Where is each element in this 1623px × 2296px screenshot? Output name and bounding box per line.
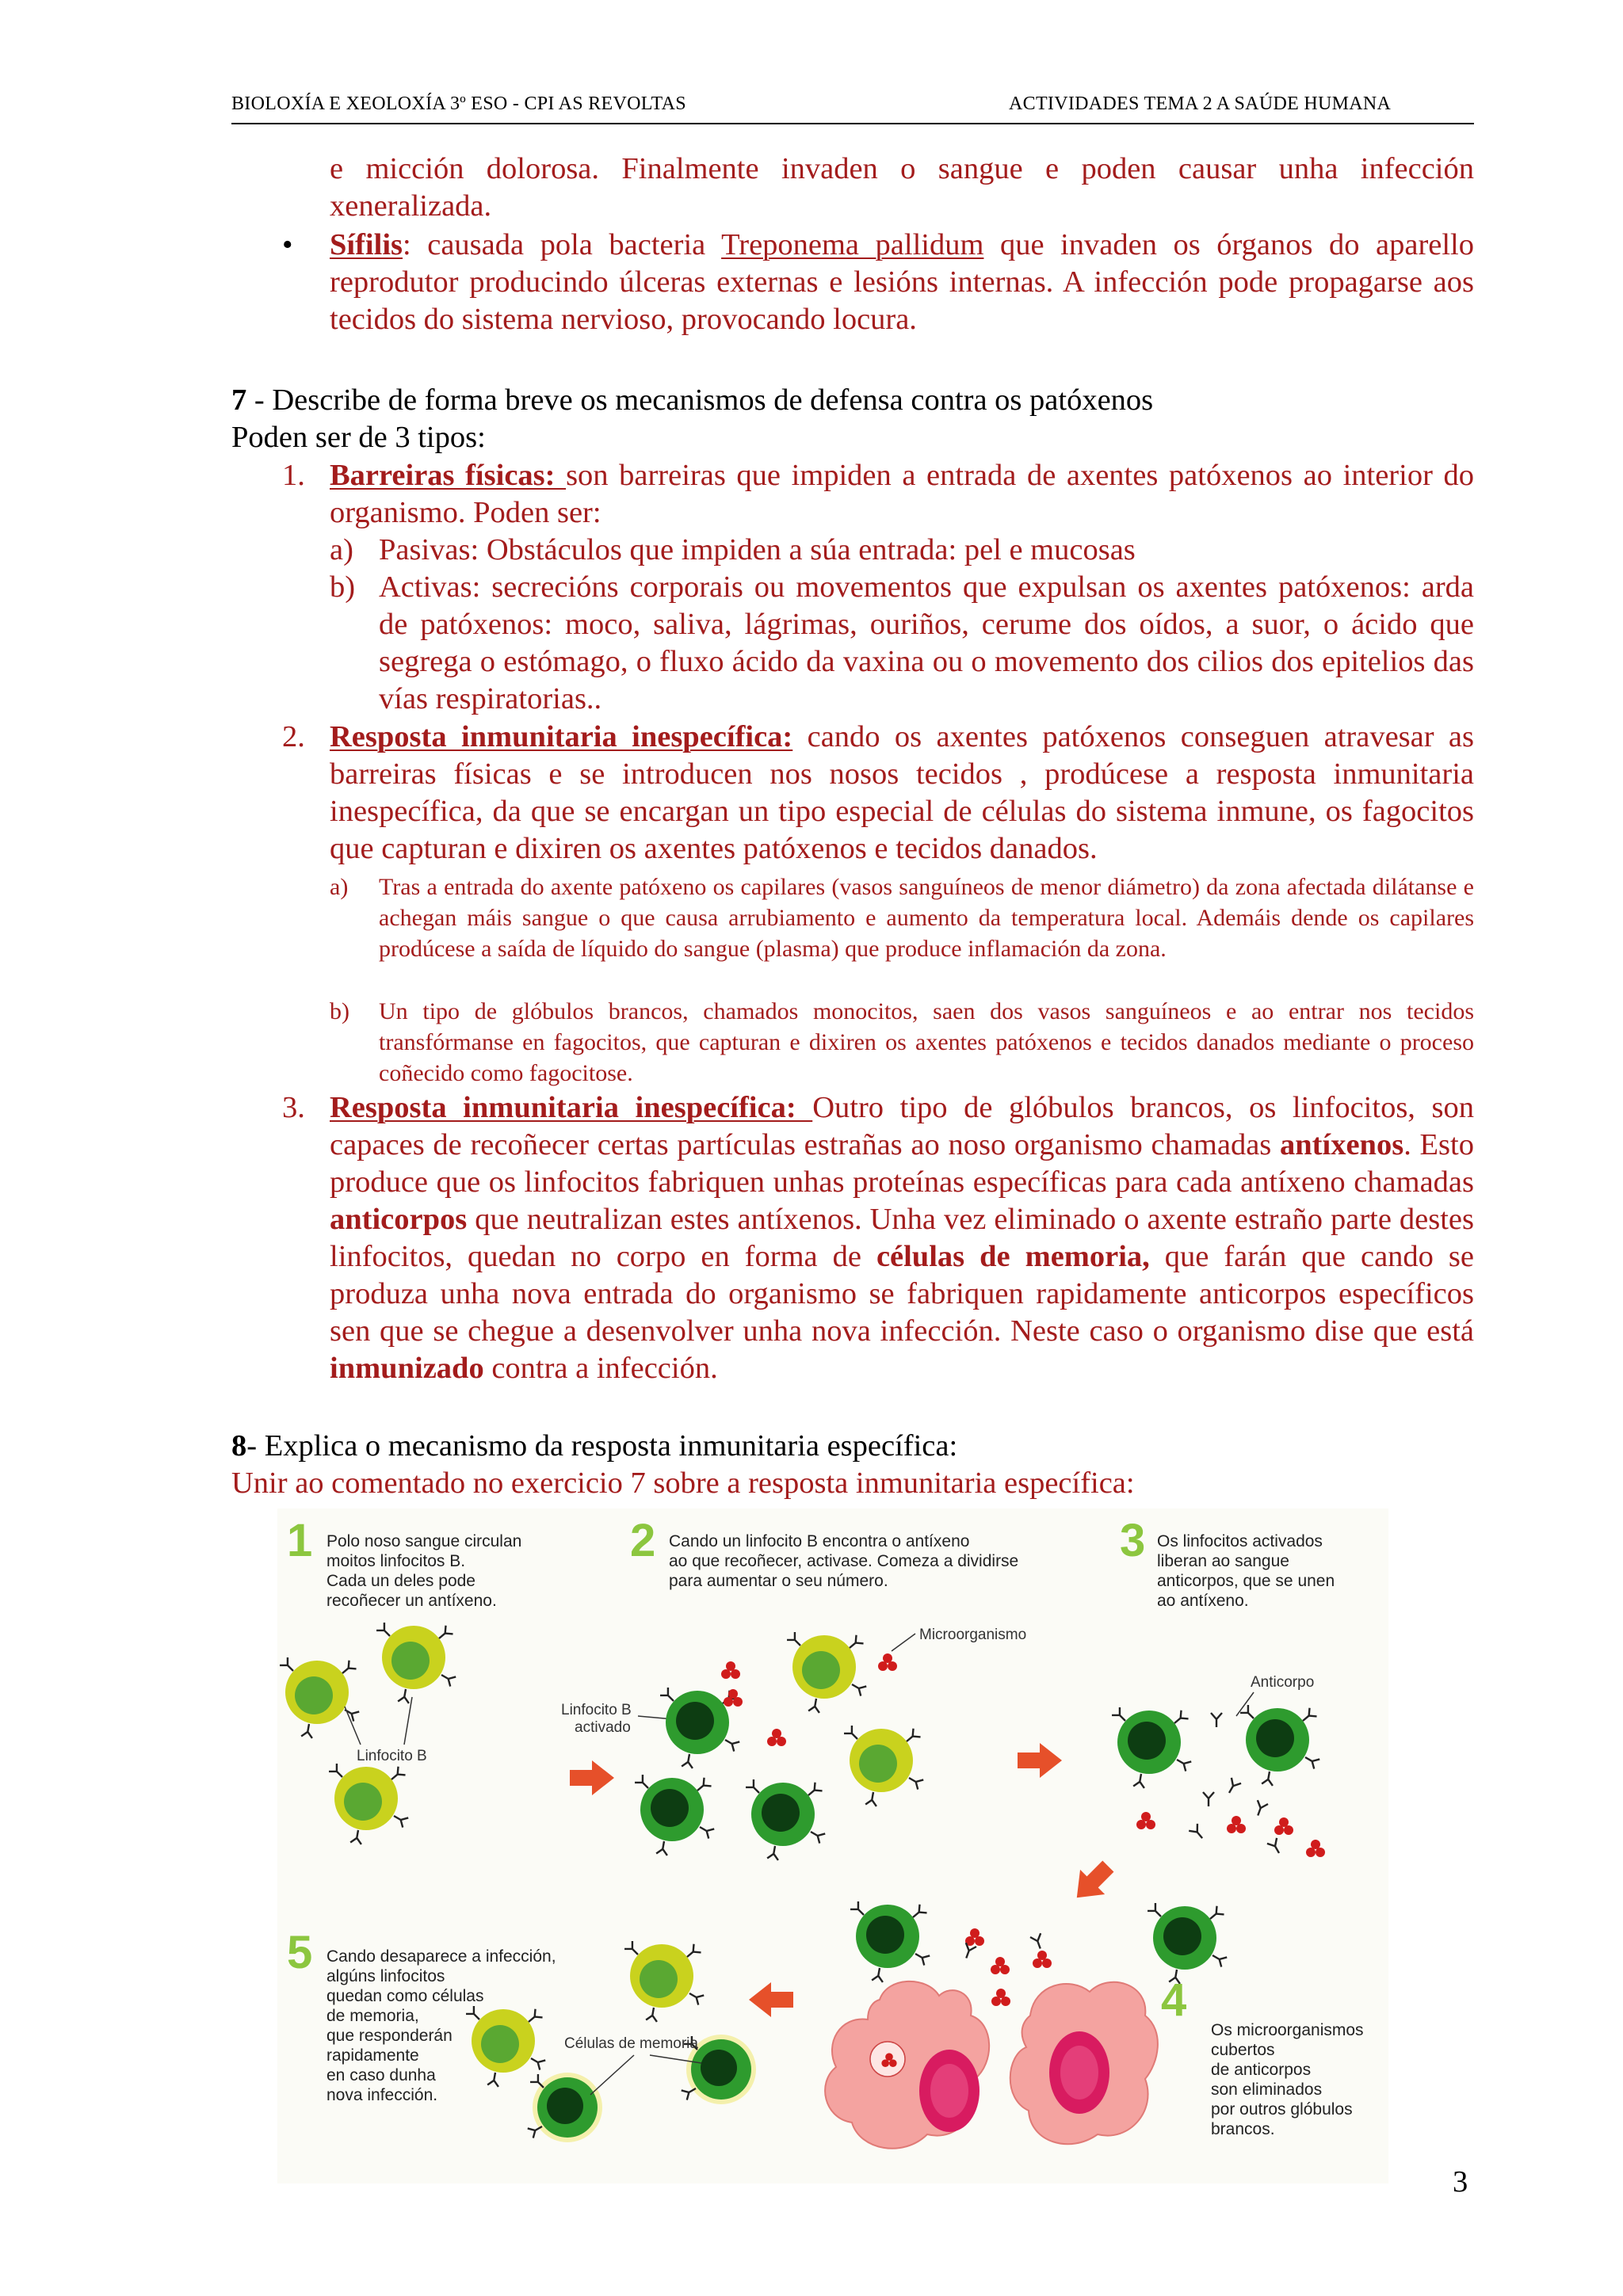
activated-lymphocyte [850, 1901, 930, 1982]
step-4-caption [1211, 2021, 1364, 2138]
free-antibody [1211, 1713, 1222, 1727]
item-3-part4: que farán que cando se produza unha nova entrada do organismo se fabriquen rapidamente anticorpos específicos sen que se chegue a desenvolver unha nova infección. Neste caso o organismo dise que está [330, 1240, 1474, 1348]
step-2-line: para aumentar o seu número. [669, 1572, 888, 1590]
step-2-line: ao que recoñecer, activase. Comeza a dividirse [669, 1552, 1019, 1570]
item-1-text [330, 457, 1474, 532]
item-2a-letter: a) [330, 874, 349, 900]
header-right: ACTIVIDADES TEMA 2 A SAÚDE HUMANA [1009, 93, 1392, 114]
step-3-line: Os linfocitos activados [1157, 1532, 1323, 1550]
antigen-bound [991, 1957, 1010, 1974]
lymphocyte-b [280, 1657, 359, 1738]
label-antibody: Anticorpo [1251, 1674, 1315, 1691]
step-4-line: de anticorpos [1211, 2061, 1312, 2079]
immune-response-figure [277, 1508, 1388, 2183]
item-3-number: 3. [282, 1091, 305, 1124]
sifilis-paragraph [330, 227, 1474, 338]
sifilis-text1: : causada pola bacteria [403, 228, 722, 261]
item-1-body: son barreiras que impiden a entrada de axentes patóxenos ao interior do organismo. Poden ser: [330, 459, 1474, 529]
figure-svg [277, 1508, 1388, 2183]
antigen-bound [1033, 1951, 1052, 1968]
label-linfocito-b: Linfocito B [357, 1748, 427, 1764]
step-5-line: Cando desaparece a infección, [327, 1947, 556, 1966]
free-antibody [1267, 1838, 1284, 1856]
step-2-caption [669, 1532, 1018, 1590]
label-pointer [590, 2055, 701, 2095]
antigen-bound [965, 1928, 984, 1946]
step-2-number: 2 [630, 1515, 656, 1566]
sifilis-term: Sífilis [330, 228, 403, 261]
question-8-answer: Unir ao comentado no exercicio 7 sobre a resposta inmunitaria específica: [231, 1466, 1135, 1500]
antigen-bound [1306, 1840, 1325, 1857]
item-1-title: Barreiras físicas: [330, 459, 567, 492]
activated-lymphocyte [746, 1779, 825, 1860]
free-antibody [1203, 1792, 1214, 1806]
item-2b-text: Un tipo de glóbulos brancos, chamados monocitos, saen dos vasos sanguíneos e ao entrar nos tecidos transfórmanse en fagocitos, que capturan e dixiren os axentes patóxenos e tecidos danados mediante o proceso coñecido como fagocitose. [379, 998, 1474, 1086]
item-2a-text: Tras a entrada do axente patóxeno os capilares (vasos sanguíneos de menor diámetro) da zona afectada dilátanse e achegan máis sangue o que causa arrubiamento e aumento da temperatura local. Ademáis dende os capilares prodúcese a saída de líquido do sangue (plasma) que produce inflamación da zona. [379, 874, 1474, 962]
arrow-step-4-to-5 [749, 1982, 793, 2017]
phagocyte-nucleus-highlight [1060, 2046, 1098, 2100]
term-anticorpos: anticorpos [330, 1203, 468, 1236]
step-4-line: Os microorganismos [1211, 2021, 1364, 2039]
step-4-line: brancos. [1211, 2120, 1275, 2138]
header-left: BIOLOXÍA E XEOLOXÍA 3º ESO - CPI AS REVOLTAS [231, 93, 686, 114]
step-3-line: liberan ao sangue [1157, 1552, 1289, 1570]
step-5-line: nova infección. [327, 2086, 438, 2104]
label-activated [561, 1702, 632, 1736]
term-antixenos: antíxenos [1280, 1128, 1404, 1161]
item-3-part2: . Esto produce que os linfocitos fabriquen unhas proteínas específicas para cada antíxeno chamadas [330, 1128, 1474, 1199]
item-3-title: Resposta inmunitaria inespecífica: [330, 1091, 813, 1124]
item-1a-letter: a) [330, 533, 353, 566]
antigen-bound [1227, 1816, 1246, 1833]
antigen [724, 1689, 743, 1707]
step-3-line: ao antíxeno. [1157, 1592, 1249, 1610]
label-pointer [345, 1697, 412, 1745]
activated-lymphocyte [1112, 1707, 1191, 1788]
term-inmunizado: inmunizado [330, 1352, 484, 1385]
item-2b-letter: b) [330, 998, 349, 1024]
lymphocyte-b [624, 1941, 704, 2022]
question-7-intro: Poden ser de 3 tipos: [231, 421, 486, 454]
arrow-step-3-to-4 [1064, 1854, 1121, 1910]
arrow-step-2-to-3 [1018, 1743, 1062, 1778]
free-antibody [1253, 1800, 1268, 1817]
antigen-bound [991, 1989, 1010, 2006]
item-2-title: Resposta inmunitaria inespecífica: [330, 720, 793, 753]
step-2-line: Cando un linfocito B encontra o antíxeno [669, 1532, 970, 1550]
free-antibody [1030, 1933, 1045, 1951]
step-1-number: 1 [287, 1515, 313, 1566]
step-3-number: 3 [1120, 1515, 1146, 1566]
page-number: 3 [1453, 2165, 1468, 2199]
item-1b-letter: b) [330, 570, 356, 604]
step-3-line: anticorpos, que se unen [1157, 1572, 1335, 1590]
memory-cell [528, 2073, 602, 2142]
item-2-body: cando os axentes patóxenos conseguen atravesar as barreiras físicas e se introducen nos nosos tecidos , prodúcese a resposta inmunitaria inespecífica, da que se encargan un tipo especial de células do sistema inmune, os fagocitos que capturan e dixiren os axentes patóxenos e tecidos danados. [330, 720, 1474, 865]
activated-lymphocyte [1240, 1705, 1319, 1786]
question-8-text: - Explica o mecanismo da resposta inmunitaria específica: [246, 1429, 958, 1463]
item-3-part3: que neutralizan estes antíxenos. Unha vez eliminado o axente estraño parte destes linfocitos, quedan no corpo en forma de [330, 1203, 1474, 1273]
phagocyte-nucleus-highlight [930, 2064, 968, 2118]
step-5-line: quedan como células [327, 1987, 484, 2005]
header-divider [231, 123, 1474, 124]
antigen-bound [1274, 1817, 1293, 1835]
step-4-line: son eliminados [1211, 2081, 1323, 2099]
bullet: • [282, 228, 293, 261]
question-7 [231, 382, 1474, 419]
item-2-number: 2. [282, 720, 305, 753]
lymphocyte-b [329, 1764, 408, 1844]
item-3-part5: contra a infección. [483, 1352, 718, 1385]
arrow-step-1-to-2 [570, 1760, 614, 1795]
lymphocyte-b [787, 1632, 866, 1713]
label-memory-cells: Células de memoria [564, 2035, 698, 2052]
bacteria-name: Treponema pallidum [721, 228, 984, 261]
continuation-text: e micción dolorosa. Finalmente invaden o sangue e poden causar unha infección xeneralizada. [330, 152, 1474, 223]
antigen [721, 1661, 740, 1679]
step-1-caption [327, 1532, 521, 1610]
term-celulas-memoria: células de memoria, [876, 1240, 1150, 1273]
step-5-line: de memoria, [327, 2007, 419, 2025]
antigen-bound [1136, 1812, 1155, 1829]
item-1b-text: Activas: secrecións corporais ou movementos que expulsan os axentes patóxenos: arda de patóxenos: moco, saliva, lágrimas, ouriños, cerume dos oídos, a suor, o ácido que segrega o estómago, o fluxo ácido da vaxina ou o movemento dos cilios dos epitelios das vías respiratorias.. [379, 570, 1474, 715]
item-2-text [330, 719, 1474, 868]
step-1-line: Cada un deles pode [327, 1572, 475, 1590]
lymphocyte-b [844, 1726, 923, 1806]
step-5-line: que responderán [327, 2027, 453, 2045]
step-1-line: recoñecer un antíxeno. [327, 1592, 497, 1610]
activated-lymphocyte [1148, 1903, 1227, 1984]
sifilis-text2: que invaden os órganos do aparello reprodutor producindo úlceras externas e lesións internas. A infección pode propagarse aos tecidos do sistema nervioso, provocando locura. [330, 228, 1474, 336]
antigen [767, 1729, 786, 1746]
step-4-line: por outros glóbulos [1211, 2100, 1353, 2119]
step-5-number: 5 [287, 1927, 313, 1978]
step-5-line: en caso dunha [327, 2066, 436, 2084]
antigen [878, 1653, 897, 1671]
free-antibody [1189, 1824, 1206, 1842]
label-microorganism: Microorganismo [919, 1627, 1027, 1643]
lymphocyte-b [376, 1623, 456, 1703]
step-3-caption [1157, 1532, 1335, 1610]
item-1a-text: Pasivas: Obstáculos que impiden a súa entrada: pel e mucosas [379, 533, 1136, 566]
question-7-text: - Describe de forma breve os mecanismos de defensa contra os patóxenos [246, 383, 1154, 417]
question-8-number: 8 [231, 1429, 247, 1463]
item-3-text [330, 1089, 1474, 1387]
label-activated-line: Linfocito B [561, 1702, 632, 1718]
lymphocyte-b [466, 2006, 545, 2087]
item-1-number: 1. [282, 459, 305, 492]
item-3-part1: Outro tipo de glóbulos brancos, os linfocitos, son capaces de recoñecer certas partículas estrañas ao noso organismo chamadas [330, 1091, 1474, 1161]
step-1-line: moitos linfocitos B. [327, 1552, 466, 1570]
label-pointer [892, 1634, 915, 1651]
label-activated-line: activado [575, 1719, 631, 1736]
question-8 [231, 1428, 1474, 1465]
step-4-number: 4 [1161, 1974, 1187, 2026]
step-4-line: cubertos [1211, 2041, 1275, 2059]
step-5-line: algúns linfocitos [327, 1967, 445, 1985]
free-antibody [1224, 1778, 1241, 1796]
activated-lymphocyte [635, 1775, 714, 1855]
step-1-line: Polo noso sangue circulan [327, 1532, 522, 1550]
question-7-number: 7 [231, 383, 247, 417]
step-5-line: rapidamente [327, 2046, 419, 2065]
